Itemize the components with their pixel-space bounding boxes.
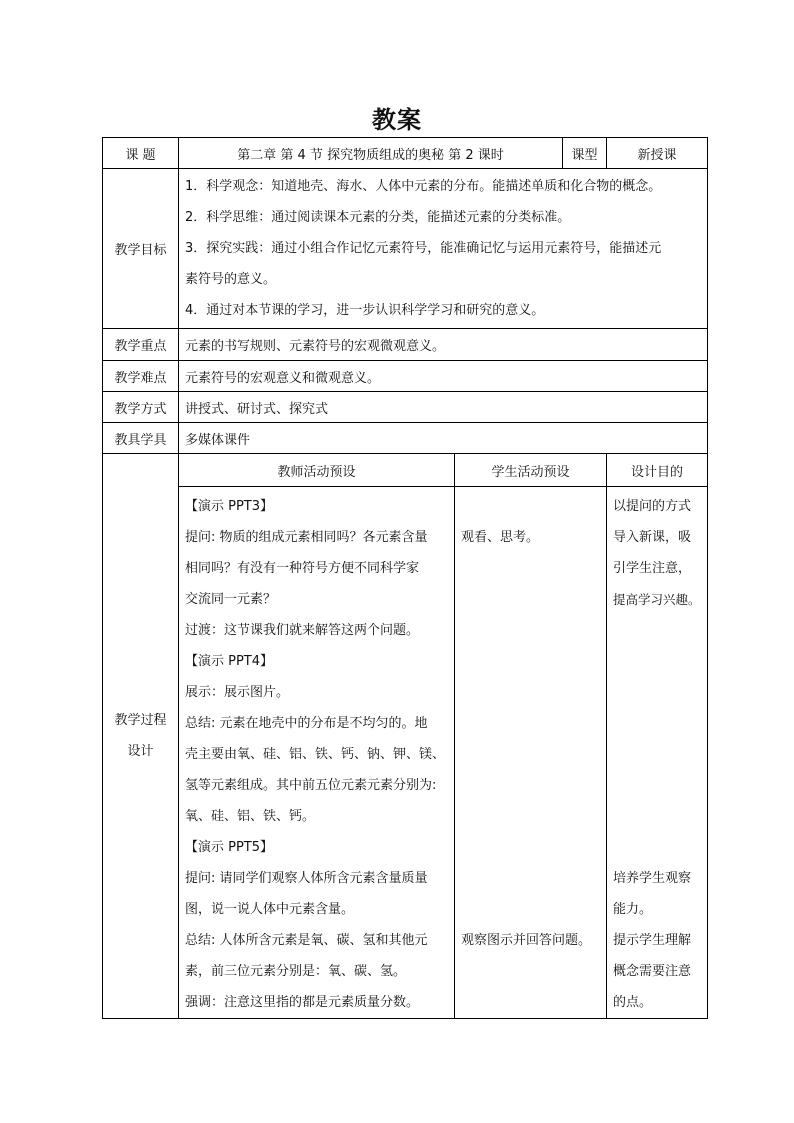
process-label-line: 教学过程 [114,713,167,728]
purpose-line: 以提问的方式 [613,499,692,514]
purpose-line: 导入新课，吸 [613,530,692,545]
purpose-line [613,739,701,770]
key-point-label: 教学重点 [103,329,179,361]
teacher-line: 交流同一元素？ [185,592,277,607]
purpose-line: 提高学习兴趣。 [613,592,701,607]
topic-row [103,138,708,169]
teacher-line: 总结: 人体所含元素是氧、碳、氢和其他元 [185,933,428,948]
teacher-line: 图，说一说人体中元素含量。 [185,902,355,917]
student-line [461,491,600,522]
student-line [461,832,600,863]
student-line [461,739,600,770]
goal-item: 3．探究实践：通过小组合作记忆元素符号，能准确记忆与运用元素符号，能描述元 [185,241,662,256]
teacher-activities [179,487,455,1019]
teacher-column-header: 教师活动预设 [179,454,455,487]
teacher-line: 氢等元素组成。其中前五位元素元素分别为: [185,778,437,793]
goals-row [103,169,708,329]
purpose-line: 培养学生观察 [613,871,692,886]
page-title: 教案 [372,106,422,134]
purpose-line [613,646,701,677]
method-row [103,392,708,423]
goal-item: 2．科学思维：通过阅读课本元素的分类，能描述元素的分类标准。 [185,210,571,225]
teacher-line: 【演示 PPT3】 [185,499,274,514]
goal-item: 素符号的意义。 [185,272,277,287]
teacher-line: 提问: 物质的组成元素相同吗？各元素含量 [185,530,428,545]
type-value: 新授课 [607,138,708,169]
purpose-column-header: 设计目的 [607,454,708,487]
teacher-line: 【演示 PPT5】 [185,840,274,855]
method-value: 讲授式、研讨式、探究式 [179,392,708,423]
goal-item: 1．科学观念：知道地壳、海水、人体中元素的分布。能描述单质和化合物的概念。 [185,179,662,194]
difficulty-row [103,361,708,392]
student-line [461,956,600,987]
student-line [461,584,600,615]
purpose-line [613,832,701,863]
student-line [461,770,600,801]
teacher-line: 提问: 请同学们观察人体所含元素含量质量 [185,871,428,886]
student-line: 观看、思考。 [461,530,540,545]
teacher-line: 素，前三位元素分别是：氧、碳、氢。 [185,964,407,979]
teacher-line: 【演示 PPT4】 [185,654,274,669]
process-label-line: 设计 [127,744,154,759]
student-line [461,801,600,832]
key-point-value: 元素的书写规则、元素符号的宏观微观意义。 [179,329,708,361]
process-label [103,454,179,1019]
student-activities [455,487,607,1019]
student-line [461,646,600,677]
design-purpose [607,487,708,1019]
teacher-line: 展示：展示图片。 [185,685,290,700]
process-content-row [103,487,708,1019]
student-line [461,677,600,708]
teacher-line: 氧、硅、铝、铁、钙。 [185,809,316,824]
tools-row [103,423,708,454]
lesson-plan-table [102,137,708,1019]
student-line: 观察图示并回答问题。 [461,933,592,948]
purpose-line: 能力。 [613,902,653,917]
purpose-line: 提示学生理解 [613,933,692,948]
purpose-line: 引学生注意， [613,561,692,576]
purpose-line [613,801,701,832]
goal-item: 4．通过对本节课的学习，进一步认识科学学习和研究的意义。 [185,303,545,318]
key-point-row [103,329,708,361]
purpose-line [613,770,701,801]
method-label: 教学方式 [103,392,179,423]
student-line [461,863,600,894]
teacher-line: 壳主要由氧、硅、铝、铁、钙、钠、钾、镁、 [185,747,446,762]
purpose-line [613,708,701,739]
type-label: 课型 [563,138,607,169]
topic-value: 第二章 第 4 节 探究物质组成的奥秘 第 2 课时 [179,138,563,169]
purpose-line: 概念需要注意 [613,964,692,979]
goals-content [179,169,708,329]
student-line [461,615,600,646]
process-header-row [103,454,708,487]
purpose-line [613,615,701,646]
teacher-line: 强调：注意这里指的都是元素质量分数。 [185,995,420,1010]
student-line [461,894,600,925]
tools-label: 教具学具 [103,423,179,454]
purpose-line: 的点。 [613,995,653,1010]
student-line [461,987,600,1018]
topic-label: 课 题 [103,138,179,169]
teacher-line: 总结: 元素在地壳中的分布是不均匀的。地 [185,716,428,731]
purpose-line [613,677,701,708]
tools-value: 多媒体课件 [179,423,708,454]
student-line [461,553,600,584]
teacher-line: 相同吗？有没有一种符号方便不同科学家 [185,561,420,576]
difficulty-label: 教学难点 [103,361,179,392]
student-line [461,708,600,739]
teacher-line: 过渡：这节课我们就来解答这两个问题。 [185,623,420,638]
goals-label: 教学目标 [103,169,179,329]
difficulty-value: 元素符号的宏观意义和微观意义。 [179,361,708,392]
student-column-header: 学生活动预设 [455,454,607,487]
